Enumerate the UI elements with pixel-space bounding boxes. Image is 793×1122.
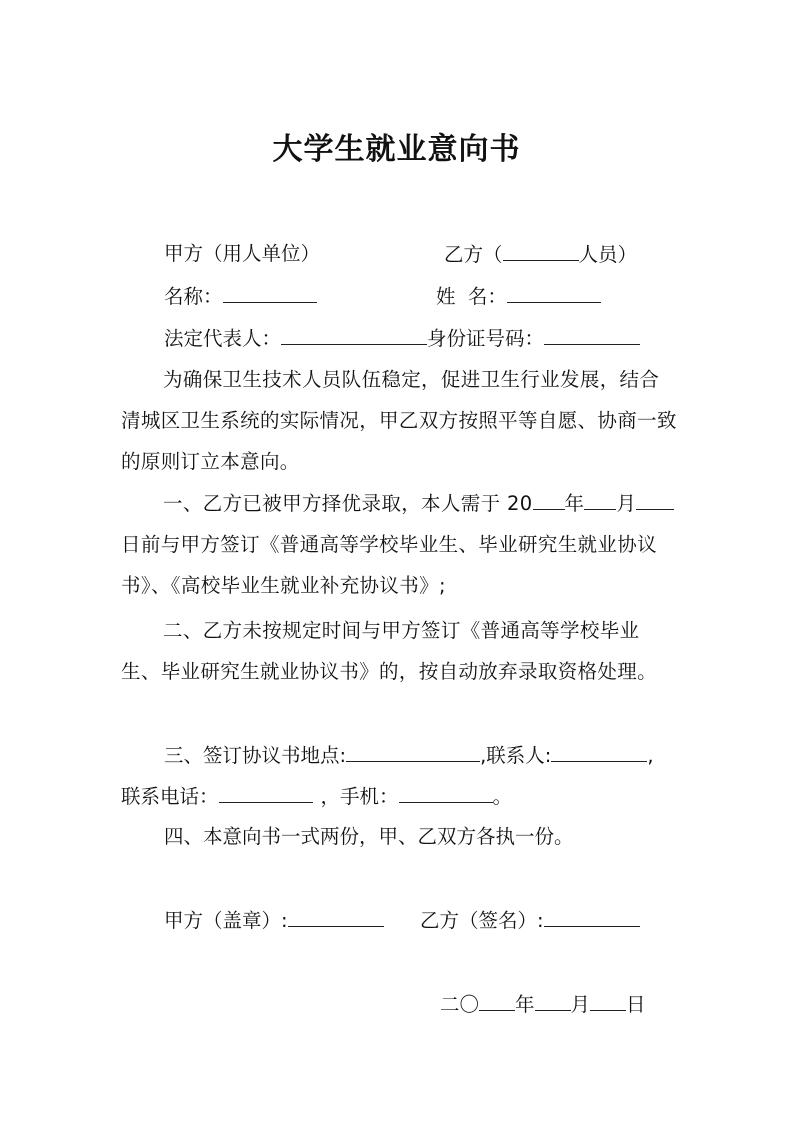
- month-unit: 月: [616, 492, 637, 515]
- place-blank[interactable]: [346, 741, 480, 762]
- legal-rep-blank[interactable]: [281, 324, 427, 345]
- party-a-seal-label: 甲方（盖章）:: [164, 909, 288, 932]
- date-month-blank[interactable]: [535, 990, 571, 1011]
- party-b-sign-blank[interactable]: [544, 906, 640, 927]
- legal-rep-row: [164, 324, 640, 353]
- party-a-seal-row: [164, 906, 384, 935]
- date-row: [440, 990, 646, 1019]
- personnel-type-blank[interactable]: [503, 240, 579, 261]
- clause-2: 二、乙方未按规定时间与甲方签订《普通高等学校毕业生、毕业研究生就业协议书》的，按自动放弃录取资格处理。: [121, 619, 657, 683]
- date-day-blank[interactable]: [590, 990, 626, 1011]
- unit-name-blank[interactable]: [223, 282, 317, 303]
- document-title: 大学生就业意向书: [272, 132, 521, 167]
- name-label: 名称：: [164, 285, 223, 308]
- legal-rep-label: 法定代表人：: [164, 327, 282, 350]
- date-year-unit: 年: [515, 993, 535, 1016]
- date-day-unit: 日: [626, 993, 646, 1016]
- sign-year-blank[interactable]: [533, 489, 565, 510]
- person-name-label: 姓 名：: [436, 285, 507, 308]
- clause-3-row-2: [121, 782, 512, 811]
- party-a-seal-blank[interactable]: [288, 906, 384, 927]
- date-year-blank[interactable]: [479, 990, 515, 1011]
- clause-4: 四、本意向书一式两份，甲、乙双方各执一份。: [164, 825, 574, 848]
- year-unit: 年: [564, 492, 585, 515]
- party-a-label: 甲方（用人单位）: [164, 242, 321, 265]
- mobile-blank[interactable]: [399, 782, 493, 803]
- person-name-row: [436, 282, 601, 311]
- id-number-blank[interactable]: [544, 324, 640, 345]
- clause-1-text-a: 一、乙方已被甲方择优录取，本人需于 20: [163, 492, 533, 515]
- place-label: 三、签订协议书地点:: [164, 744, 347, 767]
- clause-1: [121, 483, 677, 606]
- unit-name-row: [164, 282, 317, 311]
- party-b-prefix: 乙方（: [444, 243, 503, 266]
- comma: ,: [647, 744, 654, 767]
- intro-paragraph: 为确保卫生技术人员队伍稳定，促进卫生行业发展，结合清城区卫生系统的实际情况，甲乙双方按照平等自愿、协商一致的原则订立本意向。: [121, 368, 677, 473]
- party-b-sign-row: [420, 906, 640, 935]
- mobile-label: ，手机：: [320, 785, 399, 808]
- date-month-unit: 月: [570, 993, 591, 1016]
- contact-blank[interactable]: [551, 741, 647, 762]
- id-number-label: 身份证号码：: [427, 327, 545, 350]
- date-prefix: 二〇: [440, 993, 480, 1016]
- contact-label: ,联系人:: [480, 744, 552, 767]
- person-name-blank[interactable]: [507, 282, 601, 303]
- phone-label: 联系电话：: [121, 785, 219, 808]
- clause-1-text-b: 日前与甲方签订《普通高等学校毕业生、毕业研究生就业协议书》、《高校毕业生就业补充协议书》;: [121, 533, 657, 597]
- phone-blank[interactable]: [219, 782, 313, 803]
- sign-day-blank[interactable]: [636, 489, 674, 510]
- clause-3-row-1: [164, 741, 654, 770]
- party-b-type-row: [444, 240, 637, 269]
- end-mark: 。: [492, 785, 513, 808]
- party-b-sign-label: 乙方（签名）:: [420, 909, 544, 932]
- party-b-suffix: 人员）: [578, 243, 638, 266]
- sign-month-blank[interactable]: [584, 489, 616, 510]
